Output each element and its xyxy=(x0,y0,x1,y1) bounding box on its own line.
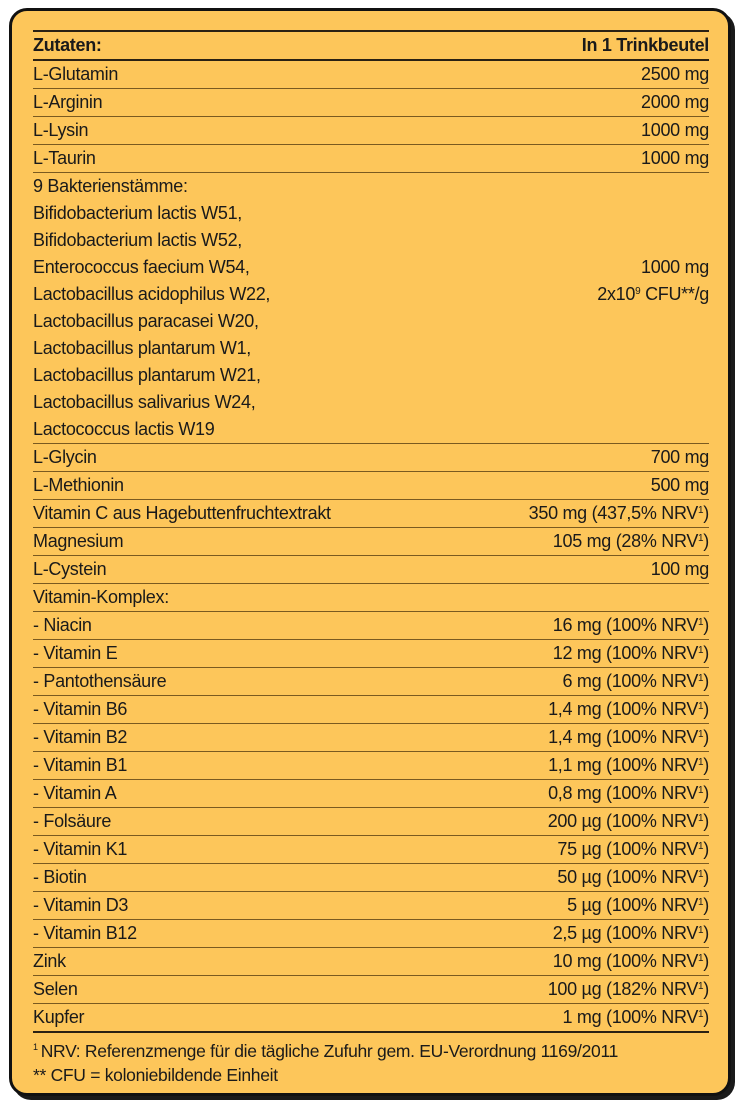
footnote-mark: 1 xyxy=(698,813,704,824)
table-row xyxy=(33,556,709,584)
footnote-mark: 1 xyxy=(698,645,704,656)
table-row xyxy=(33,472,709,500)
ingredient-name: - Vitamin E xyxy=(33,643,118,663)
amount-text: 1,4 mg (100% NRV xyxy=(548,727,699,747)
bacteria-title: 9 Bakterienstämme: xyxy=(33,176,188,196)
amount-text: 10 mg (100% NRV xyxy=(552,951,699,971)
strain-name: Enterococcus faecium W54, xyxy=(33,257,250,277)
ingredient-amount xyxy=(553,948,709,975)
ingredient-amount xyxy=(548,976,709,1003)
ingredient-amount xyxy=(567,892,709,919)
footnote-mark: 1 xyxy=(698,617,704,628)
cfu-suffix: CFU**/g xyxy=(640,284,709,304)
ingredient-amount: 2500 mg xyxy=(641,64,709,84)
footnote-mark: 1 xyxy=(698,925,704,936)
ingredient-amount: 1000 mg xyxy=(641,148,709,168)
table-row xyxy=(33,117,709,145)
table-row xyxy=(33,145,709,173)
table-row xyxy=(33,668,709,696)
footnote-nrv-text: NRV: Referenzmenge für die tägliche Zufuhr gem. EU-Verordnung 1169/2011 xyxy=(40,1041,619,1061)
ingredient-amount xyxy=(563,668,710,695)
ingredient-amount xyxy=(553,920,709,947)
amount-close: ) xyxy=(703,923,709,943)
strain-name: Bifidobacterium lactis W52, xyxy=(33,230,242,250)
ingredient-amount xyxy=(557,864,709,891)
bacteria-block xyxy=(33,173,709,444)
footnote-mark: 1 xyxy=(698,981,704,992)
strain-row xyxy=(33,335,709,362)
vitamin-complex-title: Vitamin-Komplex: xyxy=(33,587,169,607)
footnote-mark: 1 xyxy=(698,953,704,964)
mineral-list xyxy=(33,948,709,1033)
strain-name: Lactobacillus acidophilus W22, xyxy=(33,284,271,304)
ingredient-name: - Vitamin B12 xyxy=(33,923,137,943)
ingredient-name: L-Methionin xyxy=(33,475,124,495)
amount-close: ) xyxy=(703,615,709,635)
vitamin-complex-title-row xyxy=(33,584,709,612)
amount-close: ) xyxy=(703,531,709,551)
footnote-mark: 1 xyxy=(698,757,704,768)
table-row xyxy=(33,1004,709,1033)
strain-row xyxy=(33,227,709,254)
strain-row xyxy=(33,200,709,227)
strain-row xyxy=(33,416,709,443)
table-row xyxy=(33,808,709,836)
amount-close: ) xyxy=(703,979,709,999)
ingredient-name: - Vitamin B1 xyxy=(33,755,128,775)
footnote-mark: 1 xyxy=(698,869,704,880)
amount-close: ) xyxy=(703,699,709,719)
ingredient-name: Magnesium xyxy=(33,531,124,551)
ingredients-table xyxy=(33,30,709,1087)
footnote-mark: 1 xyxy=(698,897,704,908)
ingredient-name: L-Lysin xyxy=(33,120,89,140)
amount-text: 75 µg (100% NRV xyxy=(557,839,699,859)
amount-text: 105 mg (28% NRV xyxy=(552,531,699,551)
ingredient-name: - Vitamin B2 xyxy=(33,727,128,747)
amount-close: ) xyxy=(703,727,709,747)
amount-text: 5 µg (100% NRV xyxy=(567,895,699,915)
ingredient-name: - Folsäure xyxy=(33,811,112,831)
table-row xyxy=(33,836,709,864)
header-ingredients: Zutaten: xyxy=(33,35,102,55)
amount-text: 1,4 mg (100% NRV xyxy=(548,699,699,719)
ingredient-amount xyxy=(553,640,709,667)
table-row xyxy=(33,500,709,528)
amount-text: 200 µg (100% NRV xyxy=(547,811,699,831)
table-row xyxy=(33,920,709,948)
footnote-mark: 1 xyxy=(33,1042,38,1052)
footnote-mark: 1 xyxy=(698,505,704,516)
strain-name: Lactobacillus paracasei W20, xyxy=(33,311,259,331)
amount-text: 1 mg (100% NRV xyxy=(562,1007,699,1027)
table-row xyxy=(33,640,709,668)
cfu-prefix: 2x10 xyxy=(597,284,636,304)
amount-close: ) xyxy=(703,671,709,691)
ingredient-amount: 2000 mg xyxy=(641,92,709,112)
strain-name: Lactobacillus salivarius W24, xyxy=(33,392,256,412)
strain-row xyxy=(33,362,709,389)
amount-close: ) xyxy=(703,839,709,859)
footnote-mark: 1 xyxy=(698,729,704,740)
amount-close: ) xyxy=(703,783,709,803)
amount-close: ) xyxy=(703,643,709,663)
ingredient-amount xyxy=(548,752,709,779)
strain-name: Bifidobacterium lactis W51, xyxy=(33,203,242,223)
table-row xyxy=(33,892,709,920)
table-row xyxy=(33,724,709,752)
ingredient-name: Kupfer xyxy=(33,1007,85,1027)
ingredient-name: - Pantothensäure xyxy=(33,671,167,691)
ingredient-name: - Vitamin D3 xyxy=(33,895,129,915)
footnote-mark: 1 xyxy=(698,673,704,684)
ingredient-amount xyxy=(548,808,709,835)
amount-text: 100 µg (182% NRV xyxy=(547,979,699,999)
amount-text: 1,1 mg (100% NRV xyxy=(548,755,699,775)
ingredient-amount xyxy=(563,1004,710,1031)
strain-row xyxy=(33,308,709,335)
ingredient-name: L-Glutamin xyxy=(33,64,119,84)
ingredient-name: - Niacin xyxy=(33,615,92,635)
bacteria-cfu xyxy=(597,281,709,308)
table-row xyxy=(33,612,709,640)
footnote-mark: 1 xyxy=(698,533,704,544)
table-header xyxy=(33,32,709,61)
ingredient-amount xyxy=(529,500,709,527)
ingredient-name: - Vitamin K1 xyxy=(33,839,128,859)
table-row xyxy=(33,528,709,556)
ingredient-amount xyxy=(548,696,709,723)
strain-row xyxy=(33,389,709,416)
vitamin-list xyxy=(33,612,709,948)
amount-close: ) xyxy=(703,867,709,887)
footnote-mark: 1 xyxy=(698,1009,704,1020)
ingredient-amount: 1000 mg xyxy=(641,120,709,140)
ingredient-amount: 700 mg xyxy=(650,447,709,467)
strain-row xyxy=(33,254,709,281)
amount-text: 16 mg (100% NRV xyxy=(552,615,699,635)
table-row xyxy=(33,780,709,808)
strain-name: Lactobacillus plantarum W21, xyxy=(33,365,261,385)
ingredient-name: L-Taurin xyxy=(33,148,96,168)
ingredient-name: Selen xyxy=(33,979,78,999)
bacteria-title-row xyxy=(33,173,709,200)
ingredient-amount xyxy=(557,836,709,863)
ingredient-amount xyxy=(548,780,709,807)
amount-close: ) xyxy=(703,1007,709,1027)
amount-text: 50 µg (100% NRV xyxy=(557,867,699,887)
strain-name: Lactococcus lactis W19 xyxy=(33,419,215,439)
footnote-nrv xyxy=(33,1039,709,1063)
amount-text: 12 mg (100% NRV xyxy=(552,643,699,663)
footnote-cfu: ** CFU = koloniebildende Einheit xyxy=(33,1065,278,1085)
nutrition-panel xyxy=(9,8,731,1096)
ingredient-amount xyxy=(553,612,709,639)
table-row xyxy=(33,976,709,1004)
table-row xyxy=(33,752,709,780)
table-row xyxy=(33,61,709,89)
footnotes xyxy=(33,1039,709,1087)
ingredient-name: L-Glycin xyxy=(33,447,97,467)
ingredient-amount xyxy=(548,724,709,751)
strain-row xyxy=(33,281,709,308)
amount-close: ) xyxy=(703,503,709,523)
ingredient-name: L-Cystein xyxy=(33,559,107,579)
ingredient-name: L-Arginin xyxy=(33,92,103,112)
footnote-mark: 1 xyxy=(698,841,704,852)
bacteria-amount: 1000 mg xyxy=(641,257,709,277)
table-row xyxy=(33,89,709,117)
ingredient-amount xyxy=(553,528,709,555)
ingredient-name: - Biotin xyxy=(33,867,87,887)
ingredient-name: Vitamin C aus Hagebuttenfruchtextrakt xyxy=(33,503,331,523)
amount-text: 350 mg (437,5% NRV xyxy=(528,503,699,523)
amount-close: ) xyxy=(703,895,709,915)
amount-text: 6 mg (100% NRV xyxy=(562,671,699,691)
table-row xyxy=(33,948,709,976)
footnote-mark: 1 xyxy=(698,701,704,712)
ingredient-amount: 500 mg xyxy=(650,475,709,495)
amount-close: ) xyxy=(703,951,709,971)
ingredient-name: Zink xyxy=(33,951,66,971)
ingredient-name: - Vitamin A xyxy=(33,783,117,803)
ingredient-name: - Vitamin B6 xyxy=(33,699,128,719)
amount-close: ) xyxy=(703,755,709,775)
table-row xyxy=(33,696,709,724)
amount-text: 2,5 µg (100% NRV xyxy=(552,923,699,943)
strain-name: Lactobacillus plantarum W1, xyxy=(33,338,252,358)
table-row xyxy=(33,864,709,892)
footnote-mark: 1 xyxy=(698,785,704,796)
ingredient-amount: 100 mg xyxy=(650,559,709,579)
table-row xyxy=(33,444,709,472)
amount-close: ) xyxy=(703,811,709,831)
cfu-exponent: 9 xyxy=(635,286,641,297)
amount-text: 0,8 mg (100% NRV xyxy=(548,783,699,803)
header-amount: In 1 Trinkbeutel xyxy=(581,35,709,55)
